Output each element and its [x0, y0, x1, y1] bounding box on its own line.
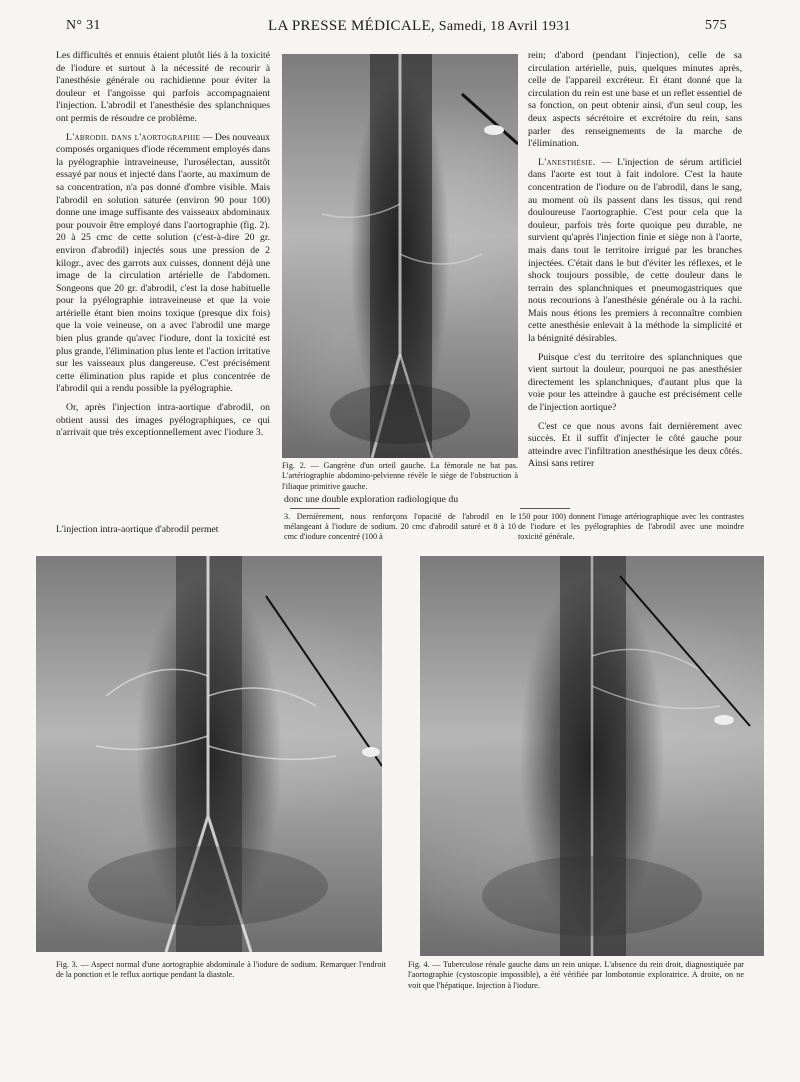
left-paragraph-3: Or, après l'injection intra-aortique d'abrodil, on obtient aussi des images pyélographiques, ce qui n'arrivait que très exceptionnellement avec l'iodure 3. — [56, 402, 270, 439]
section-heading-abrodil: L'abrodil dans l'aortographie — [66, 131, 201, 143]
left-paragraph-2-text: — Des nouveaux composés organiques d'iode récemment employés dans la pyélographie intraveineuse, l'urosélectan, aussitôt essayé par nous et injecté dans l'aorte, au maximum de sa concentration, n'a pas donné d'ombre visible. Mais l'abrodil en solution saturée (environ 90 pour 100) donne une image suffisante des vaisseaux abdominaux pour pouvoir être employé dans l'aortographie (fig. 2). 20 à 25 cmc de cette solution (c'est-à-dire 20 gr. environ d'abrodil) injectés sous une pression de 2 kilogr., avec des garrots aux cuisses, donnent déjà une image de la circulation artérielle de l'abdomen. Songeons que 20 gr. d'abrodil, c'est la dose habituelle pour la pyélographie intraveineuse et que la voie artérielle étant bien moins toxique (presque dix fois) que la voie veineuse, on a avec l'abrodil une marge bien plus grande qu'avec l'iodure, dont la toxicité est plus grande, l'élimination plus lente et l'action irritative sur les vaisseaux plus dangereuse. C'est précisément cette élimination plus rapide et plus concentrée de l'abrodil qui a rendu possible la pyélographie. — [56, 131, 271, 395]
right-paragraph-2-text: — L'injection de sérum artificiel dans l'aorte est tout à fait indolore. C'est la haute concentration de l'iodure ou de l'abrodil, dans le sang, au moment où ils passent dans les tissus, qui rend douloureuse l'aortographie. C'est pour cela que la douleur, parfois très forte quoique peu durable, ne survient qu'après l'injection finie et siège non à l'aorte, mais dans tout le territoire irrigué par les branches injectées. C'était dans le but d'éviter les réflexes, et le shock toujours possible, de cette douleur dans le terrain des splanchniques et pneumogastriques que nous recourions à l'anesthésie générale ou à la rachi. Mais nous étions les premiers à reconnaître combien cette anesthésie enlevait à la méthode la simplicité et la bénignité désirables. — [528, 156, 742, 345]
left-column — [56, 50, 270, 446]
left-paragraph-1: Les difficultés et ennuis étaient plutôt liés à la toxicité de l'iodure et surtout à la nécessité de recourir à l'anesthésie générale ou rachidienne pour éviter la douleur et l'angoisse qui parfois accompagnaient l'injection. L'abrodil et l'anesthésie des splanchniques ont permis de résoudre ce problème. — [56, 50, 270, 124]
right-paragraph-4: C'est ce que nous avons fait dernièrement avec succès. Et il suffit d'injecter le côté gauche pour atteindre avec l'infiltration anesthésique les deux côtés. Ainsi sans retirer — [528, 420, 742, 470]
issue-number: N° 31 — [66, 18, 101, 33]
masthead — [268, 18, 571, 35]
section-heading-anesthesie: L'anesthésie. — [538, 156, 596, 168]
figure-4-caption: Fig. 4. — Tuberculose rénale gauche dans un rein unique. L'absence du rein droit, diagnostiquée par l'aortographie (cystoscopie impossible), a été vérifiée par lombotomie exploratrice. A droite, on ne voit que l'hépatique. Injection à l'iodure. — [408, 960, 744, 990]
page-number: 575 — [705, 18, 727, 33]
figure-4-graphic — [420, 556, 764, 956]
figure-4-xray — [420, 556, 764, 956]
right-column — [528, 50, 742, 477]
footnote-3-part-2: 150 pour 100) donnent l'image artériographique avec les contrastes de l'iodure et les pyélographies de l'abrodil avec une moindre toxicité générale. — [518, 512, 744, 542]
issue-date: Samedi, 18 Avril 1931 — [438, 19, 571, 34]
figure-3-caption: Fig. 3. — Aspect normal d'une aortographie abdominale à l'iodure de sodium. Remarquer l'endroit de la ponction et le reflux aortique pendant la diastole. — [56, 960, 386, 980]
figure-2-xray — [282, 54, 518, 458]
footnote-rule-mid — [290, 508, 340, 509]
page-header — [0, 14, 800, 40]
right-paragraph-1: rein; d'abord (pendant l'injection), celle de sa circulation artérielle, puis, quelques minutes après, celle de l'appareil excréteur. Et étant donné que la circulation du rein est une base et un reflet essentiel de sa fonction, on peut obtenir ainsi, d'un seul coup, les deux aspects sécrétoire et excrétoire du rein, sans parler des renseignements de la marche de l'élimination. — [528, 50, 742, 150]
figure-2-graphic — [282, 54, 518, 458]
right-paragraph-3: Puisque c'est du territoire des splanchniques que vient surtout la douleur, pourquoi ne pas anesthésier directement les splanchniques, d'autant plus que la voie pour les atteindre à gauche est précisément celle de l'injection aortique? — [528, 351, 742, 414]
right-paragraph-2 — [528, 157, 742, 346]
left-paragraph-4: L'injection intra-aortique d'abrodil permet — [56, 524, 219, 535]
left-paragraph-2 — [56, 132, 270, 396]
figure-2-caption: Fig. 2. — Gangrène d'un orteil gauche. La fémorale ne bat pas. L'artériographie abdomino-pelvienne révèle le siège de l'obstruction à l'iliaque primitive gauche. — [282, 461, 518, 491]
footnote-3-part-1: 3. Dernièrement, nous renforçons l'opacité de l'abrodil en le mélangeant à l'iodure de sodium. 20 cmc d'abrodil saturé et 8 à 10 cmc d'iodure concentré (100 à — [284, 512, 516, 542]
figure-3-graphic — [36, 556, 382, 952]
journal-name: LA PRESSE MÉDICALE, — [268, 18, 435, 34]
middle-continuation: donc une double exploration radiologique du — [284, 494, 459, 505]
figure-3-xray — [36, 556, 382, 952]
footnote-rule-right — [520, 508, 570, 509]
